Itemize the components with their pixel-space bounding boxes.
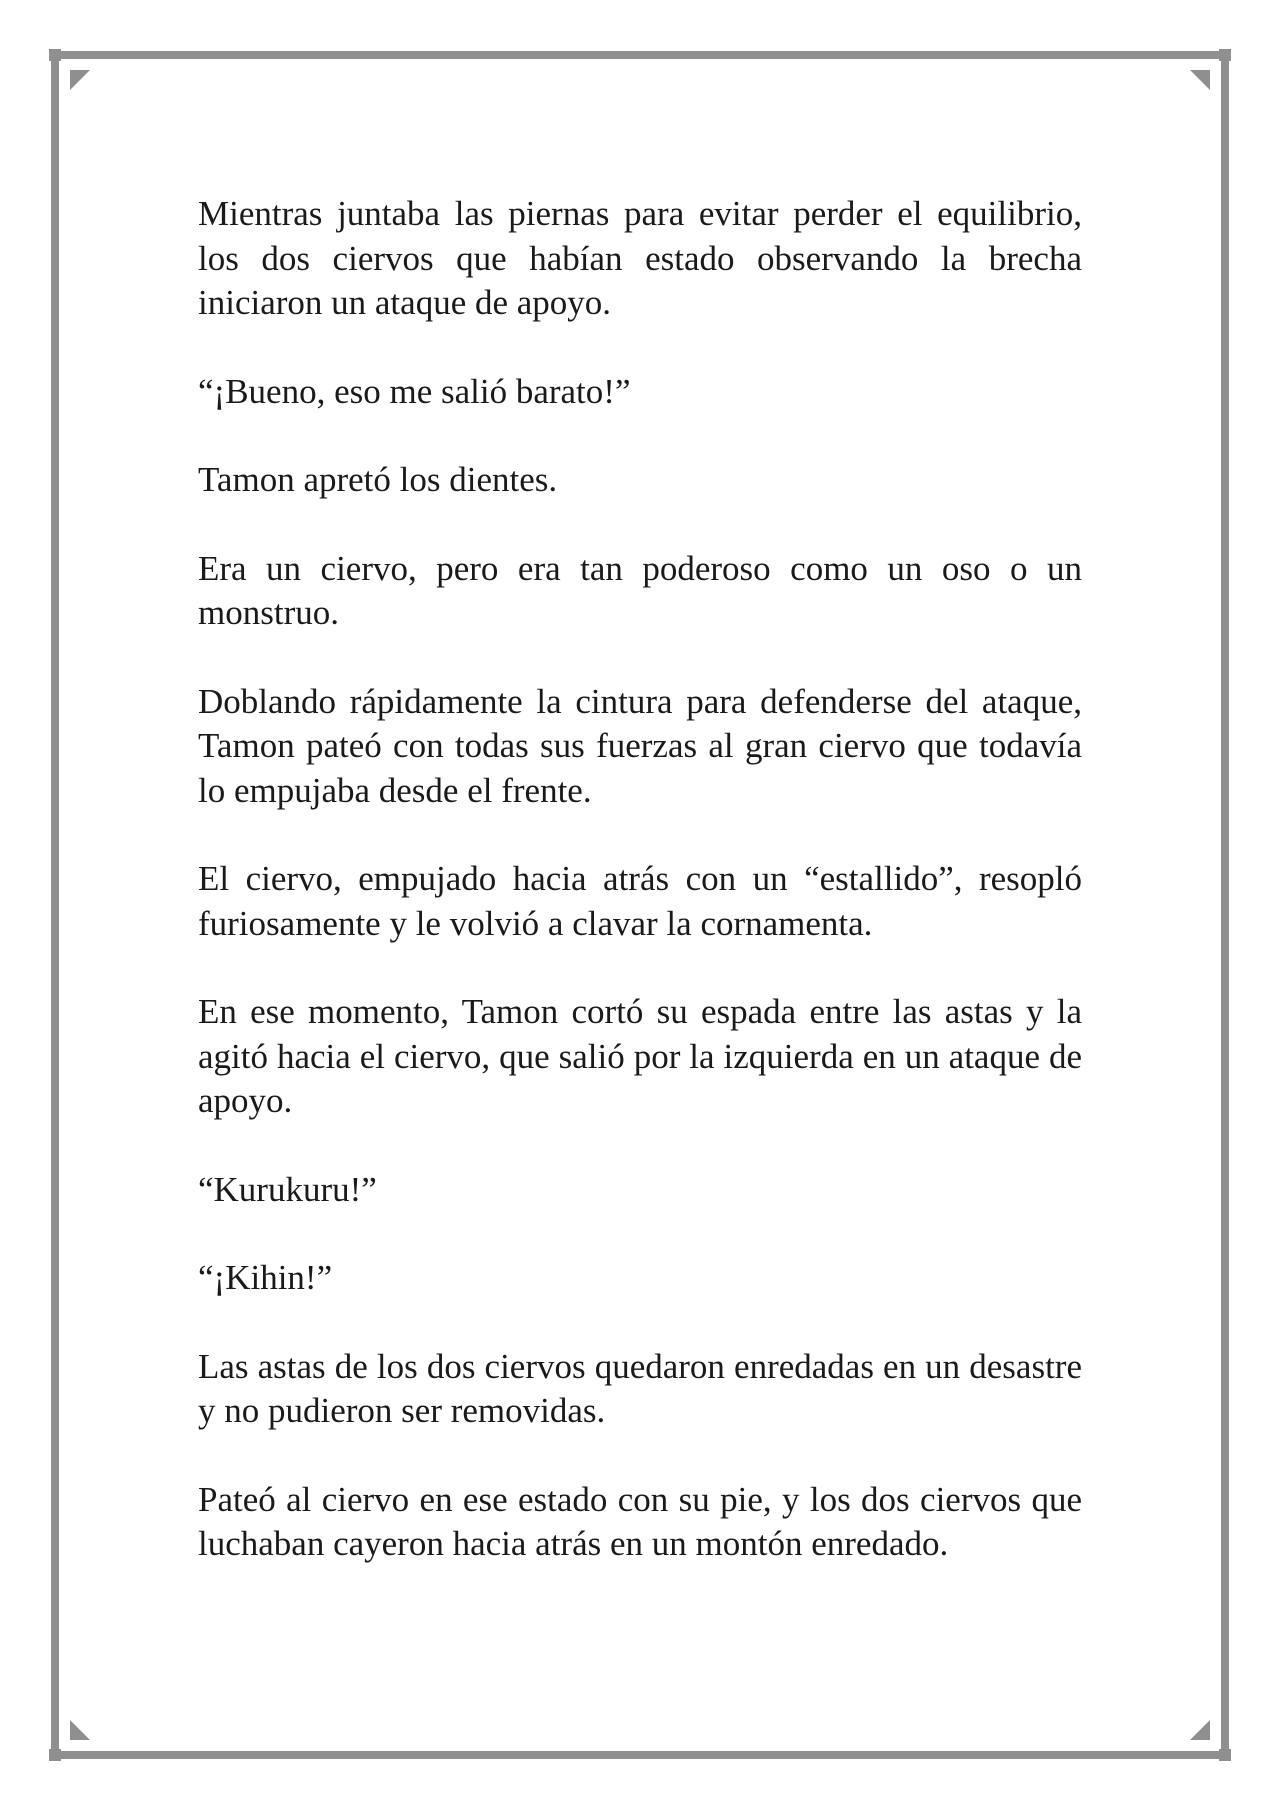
paragraph-8: “Kurukuru!”: [198, 1169, 377, 1209]
corner-square-br: [1219, 1749, 1231, 1761]
frame-right-bar: [1221, 50, 1229, 1760]
corner-triangle-tr: [1190, 70, 1210, 90]
corner-triangle-bl: [70, 1720, 90, 1740]
paragraph-11: Pateó al ciervo en ese estado con su pie, y los dos ciervos que luchaban cayeron hacia atrás en un montón enredado.: [198, 1479, 1082, 1563]
frame-top-bar: [50, 51, 1230, 59]
paragraph-5: Doblando rápidamente la cintura para defenderse del ataque, Tamon pateó con todas sus fuerzas al gran ciervo que todavía lo empujaba desde el frente.: [198, 681, 1082, 810]
corner-triangle-tl: [70, 70, 90, 90]
paragraph-1: Mientras juntaba las piernas para evitar perder el equilibrio, los dos ciervos que habían estado observando la brecha iniciaron un ataque de apoyo.: [198, 194, 1082, 322]
paragraph-7: En ese momento, Tamon cortó su espada entre las astas y la agitó hacia el ciervo, que salió por la izquierda en un ataque de apoyo.: [198, 992, 1082, 1120]
paragraph-9: “¡Kihin!”: [198, 1258, 333, 1297]
frame-left-bar: [51, 50, 59, 1760]
corner-square-tr: [1219, 49, 1231, 61]
paragraph-10: Las astas de los dos ciervos quedaron enredadas en un desastre y no pudieron ser removidas.: [198, 1346, 1082, 1430]
paragraph-4: Era un ciervo, pero era tan poderoso como un oso o un monstruo.: [198, 548, 1082, 632]
paragraph-6: El ciervo, empujado hacia atrás con un “estallido”, resopló furiosamente y le volvió a clavar la cornamenta.: [198, 859, 1082, 943]
body-text: [198, 192, 1082, 1611]
frame-bottom-bar: [50, 1751, 1230, 1759]
corner-square-tl: [49, 49, 61, 61]
corner-square-bl: [49, 1749, 61, 1761]
corner-triangle-br: [1190, 1720, 1210, 1740]
paragraph-2: “¡Bueno, eso me salió barato!”: [198, 371, 631, 411]
paragraph-3: Tamon apretó los dientes.: [198, 460, 558, 499]
